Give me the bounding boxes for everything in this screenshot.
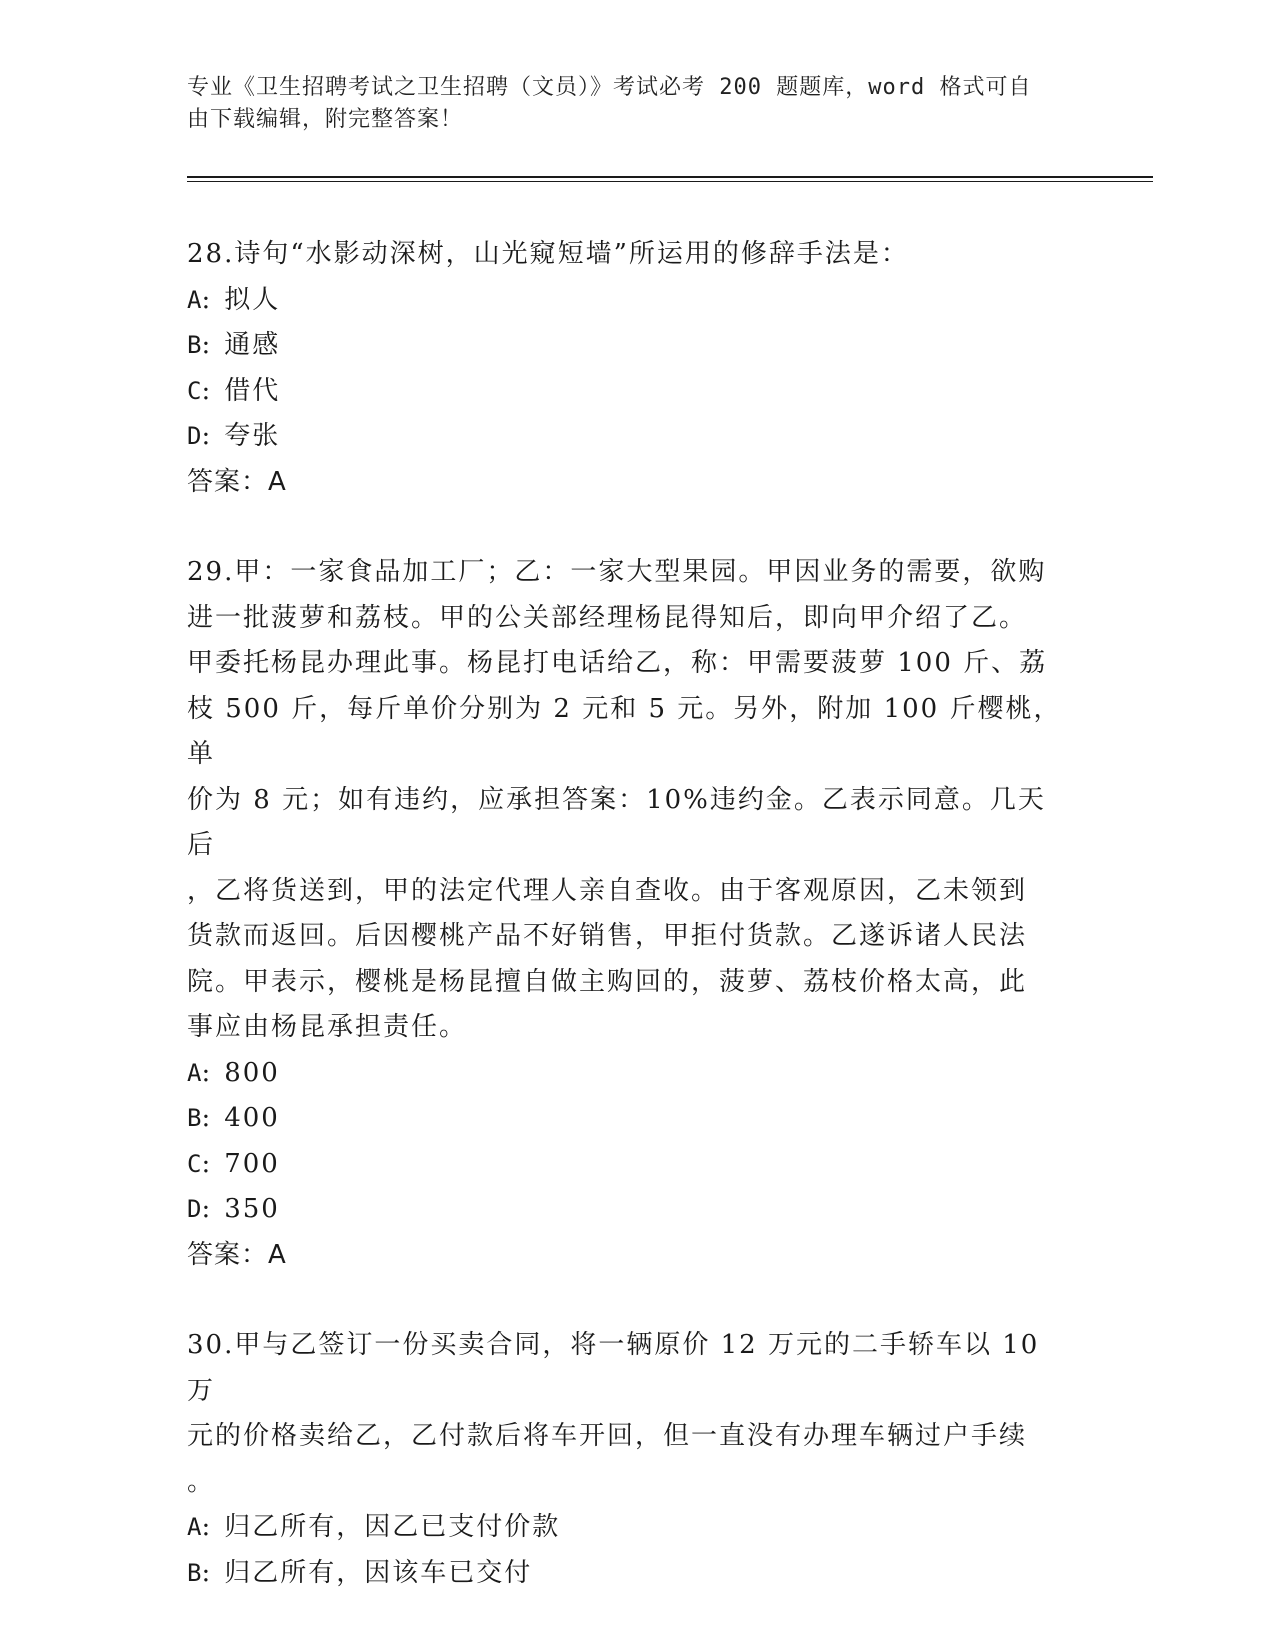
- question-30: [187, 1323, 1067, 1596]
- question-stem-line: 29.甲：一家食品加工厂；乙：一家大型果园。甲因业务的需要，欲购: [187, 557, 1047, 587]
- question-stem-line: 院。甲表示，樱桃是杨昆擅自做主购回的，菠萝、荔枝价格太高，此: [187, 966, 1028, 997]
- question-stem-line: ，乙将货送到，甲的法定代理人亲自查收。由于客观原因，乙未领到: [187, 875, 1028, 906]
- question-stem-line: 甲委托杨昆办理此事。杨昆打电话给乙，称：甲需要菠萝 100 斤、荔: [187, 648, 1048, 678]
- option-b: B: 归乙所有，因该车已交付: [187, 1557, 533, 1588]
- option-b: B: 通感: [187, 330, 281, 360]
- question-stem-line: 价为 8 元；如有违约，应承担答案：10%违约金。乙表示同意。几天后: [187, 784, 1046, 860]
- option-c: C: 700: [187, 1148, 280, 1179]
- header-line: 由下载编辑，附完整答案！: [187, 107, 464, 132]
- option-a: A: 归乙所有，因乙已支付价款: [187, 1512, 561, 1542]
- question-stem-line: 元的价格卖给乙，乙付款后将车开回，但一直没有办理车辆过户手续: [187, 1421, 1028, 1451]
- question-stem-line: 货款而返回。后因樱桃产品不好销售，甲拒付货款。乙遂诉诸人民法: [187, 921, 1028, 951]
- document-header: [187, 72, 1067, 136]
- option-c: C: 借代: [187, 375, 281, 406]
- header-divider-thin: [187, 181, 1153, 182]
- question-stem-line: 30.甲与乙签订一份买卖合同，将一辆原价 12 万元的二手轿车以 10 万: [187, 1330, 1040, 1406]
- option-a: A: 800: [187, 1057, 280, 1088]
- question-stem: 28.诗句“水影动深树，山光窥短墙”所运用的修辞手法是：: [187, 239, 909, 269]
- option-a: A: 拟人: [187, 284, 281, 315]
- answer-line: 答案：A: [187, 1239, 287, 1270]
- option-b: B: 400: [187, 1103, 280, 1133]
- header-divider: [187, 176, 1153, 178]
- option-d: D: 夸张: [187, 421, 281, 451]
- question-stem-line: 进一批菠萝和荔枝。甲的公关部经理杨昆得知后，即向甲介绍了乙。: [187, 602, 1028, 633]
- question-stem-line: 事应由杨昆承担责任。: [187, 1012, 468, 1042]
- header-line: 专业《卫生招聘考试之卫生招聘（文员）》考试必考 200 题题库，word 格式可自: [187, 75, 1032, 100]
- question-stem-line: 。: [187, 1466, 216, 1497]
- question-29: [187, 550, 1067, 1278]
- answer-line: 答案：A: [187, 466, 287, 497]
- question-stem-line: 枝 500 斤，每斤单价分别为 2 元和 5 元。另外，附加 100 斤樱桃，单: [187, 693, 1062, 769]
- question-list: [187, 232, 1067, 1596]
- option-d: D: 350: [187, 1194, 280, 1224]
- question-28: [187, 232, 1067, 505]
